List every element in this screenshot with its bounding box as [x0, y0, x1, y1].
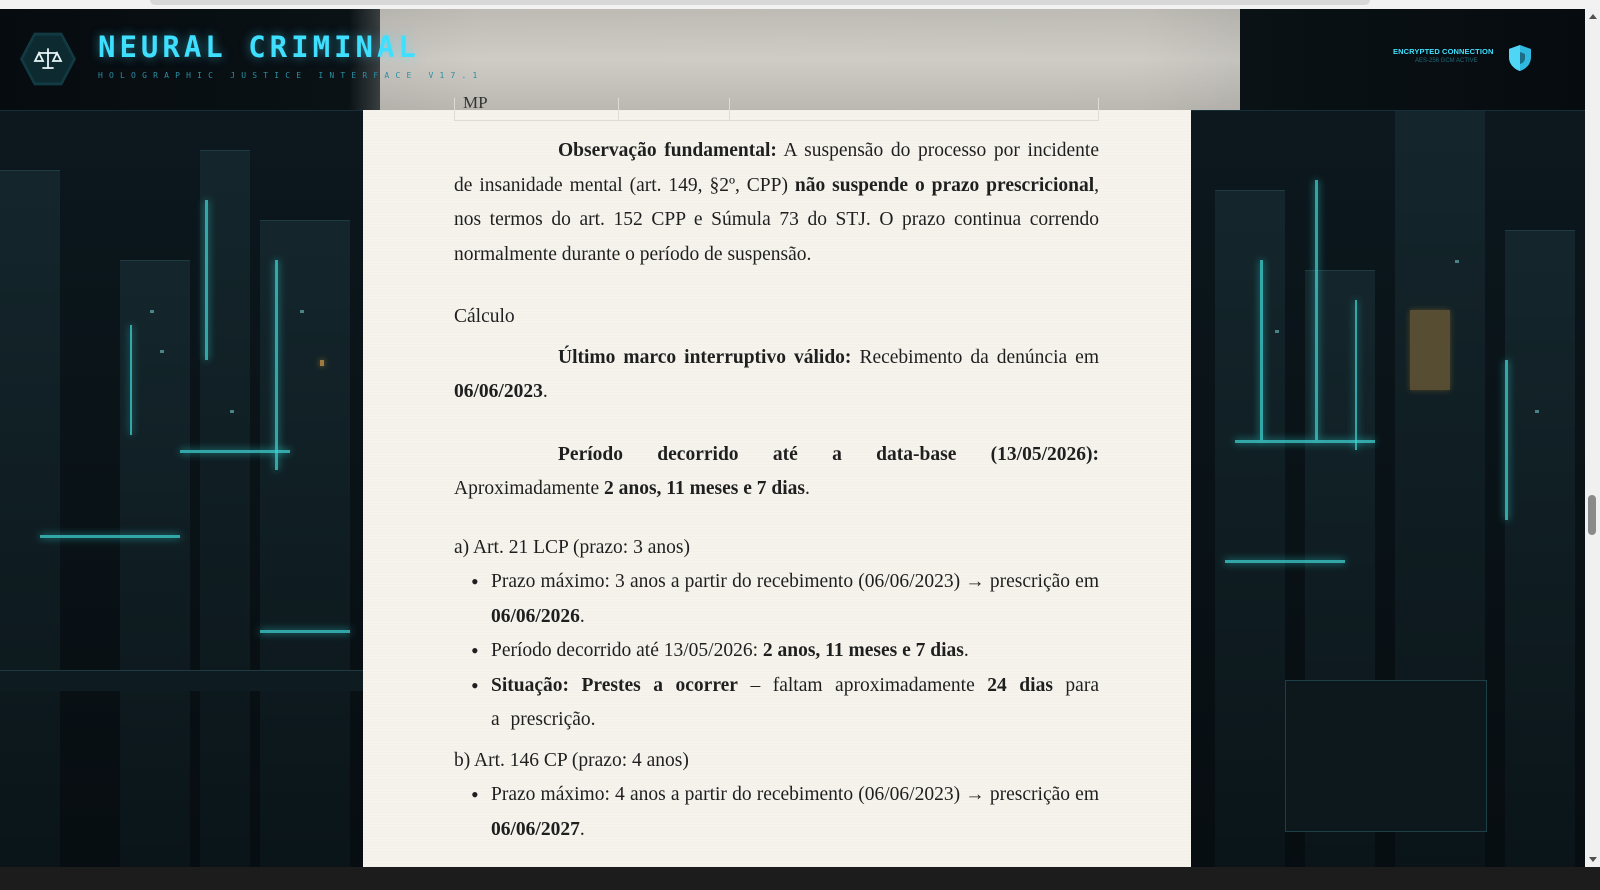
- document-content: [454, 93, 1100, 847]
- bullet-text: – faltam aproximadamente: [737, 674, 988, 696]
- table-cell: MP: [455, 98, 619, 120]
- periodo-text: Aproximadamente: [454, 478, 604, 499]
- ultimo-marco-label: Último marco interruptivo válido:: [558, 346, 852, 368]
- table-cell: [730, 98, 1098, 120]
- table-cell: [619, 98, 730, 120]
- periodo-paragraph: [454, 438, 1099, 507]
- top-strip: [0, 0, 1600, 9]
- item-a-title: a) Art. 21 LCP (prazo: 3 anos): [454, 536, 690, 558]
- observation-bold: não suspende o prazo prescricional: [794, 174, 1095, 196]
- bullet-end: .: [963, 640, 969, 661]
- bottom-bar: [0, 867, 1600, 890]
- city-right-decoration: [1215, 110, 1585, 885]
- list-item: [491, 565, 1099, 634]
- ultimo-marco-end: .: [542, 381, 548, 402]
- scroll-down-arrow-icon[interactable]: [1589, 857, 1597, 862]
- app-subtitle: HOLOGRAPHIC JUSTICE INTERFACE V17.1: [98, 71, 484, 80]
- periodo-value: 2 anos, 11 meses e 7 dias: [604, 478, 805, 499]
- scroll-up-arrow-icon[interactable]: [1589, 14, 1597, 19]
- scroll-thumb[interactable]: [1588, 495, 1596, 535]
- observation-text-1: A suspensão do processo por incidente de insanidade mental (art. 149, §2º, CPP): [454, 140, 1100, 196]
- bullet-end: .: [579, 605, 585, 627]
- calculo-heading: Cálculo: [454, 306, 515, 327]
- app-title: NEURAL CRIMINAL: [98, 30, 420, 64]
- bullet-end: para a prescrição.: [491, 674, 1099, 730]
- observation-paragraph: [454, 134, 1099, 272]
- tab-bar-edge: [150, 0, 1370, 5]
- table-remnant-row: [454, 93, 1099, 121]
- bullet-status-label: Situação: Prestes a ocorrer: [491, 674, 738, 696]
- shield-icon[interactable]: [1508, 44, 1532, 72]
- bullet-bold: 06/06/2027: [491, 818, 580, 840]
- encryption-status-title: ENCRYPTED CONNECTION: [1393, 47, 1494, 56]
- city-left-decoration: [0, 110, 370, 885]
- item-b-title: b) Art. 146 CP (prazo: 4 anos): [454, 749, 689, 771]
- observation-text-3: , nos termos do art. 152 CPP e Súmula 73 do STJ. O prazo continua correndo normalmente durante o período de suspensão.: [454, 174, 1099, 265]
- list-item: [491, 634, 1099, 669]
- periodo-end: .: [804, 478, 810, 499]
- item-a-list: [454, 565, 1099, 738]
- document-panel: [363, 93, 1191, 867]
- list-item: [491, 669, 1099, 738]
- bullet-text: Período decorrido até 13/05/2026:: [491, 640, 763, 661]
- ultimo-marco-date: 06/06/2023: [454, 381, 543, 402]
- observation-label: Observação fundamental:: [558, 140, 777, 161]
- ultimo-marco-paragraph: [454, 341, 1099, 410]
- bullet-end: .: [579, 818, 585, 840]
- item-b-list: [454, 778, 1099, 847]
- list-item: [491, 778, 1099, 847]
- bullet-bold: 06/06/2026: [491, 605, 580, 627]
- bullet-bold: 24 dias: [987, 674, 1053, 696]
- header-blurred-region: [380, 9, 1240, 110]
- encryption-status-subtitle: AES-256 GCM ACTIVE: [1415, 58, 1478, 64]
- page-scrollbar[interactable]: [1585, 9, 1600, 867]
- bullet-text: Prazo máximo: 4 anos a partir do recebimento (06/06/2023) → prescrição em: [491, 784, 1099, 805]
- periodo-label: Período decorrido até a data-base (13/05/2026):: [558, 443, 1099, 465]
- bullet-text: Prazo máximo: 3 anos a partir do recebimento (06/06/2023) → prescrição em: [491, 571, 1099, 592]
- ultimo-marco-text: Recebimento da denúncia em: [851, 346, 1099, 368]
- bullet-bold: 2 anos, 11 meses e 7 dias: [762, 640, 964, 661]
